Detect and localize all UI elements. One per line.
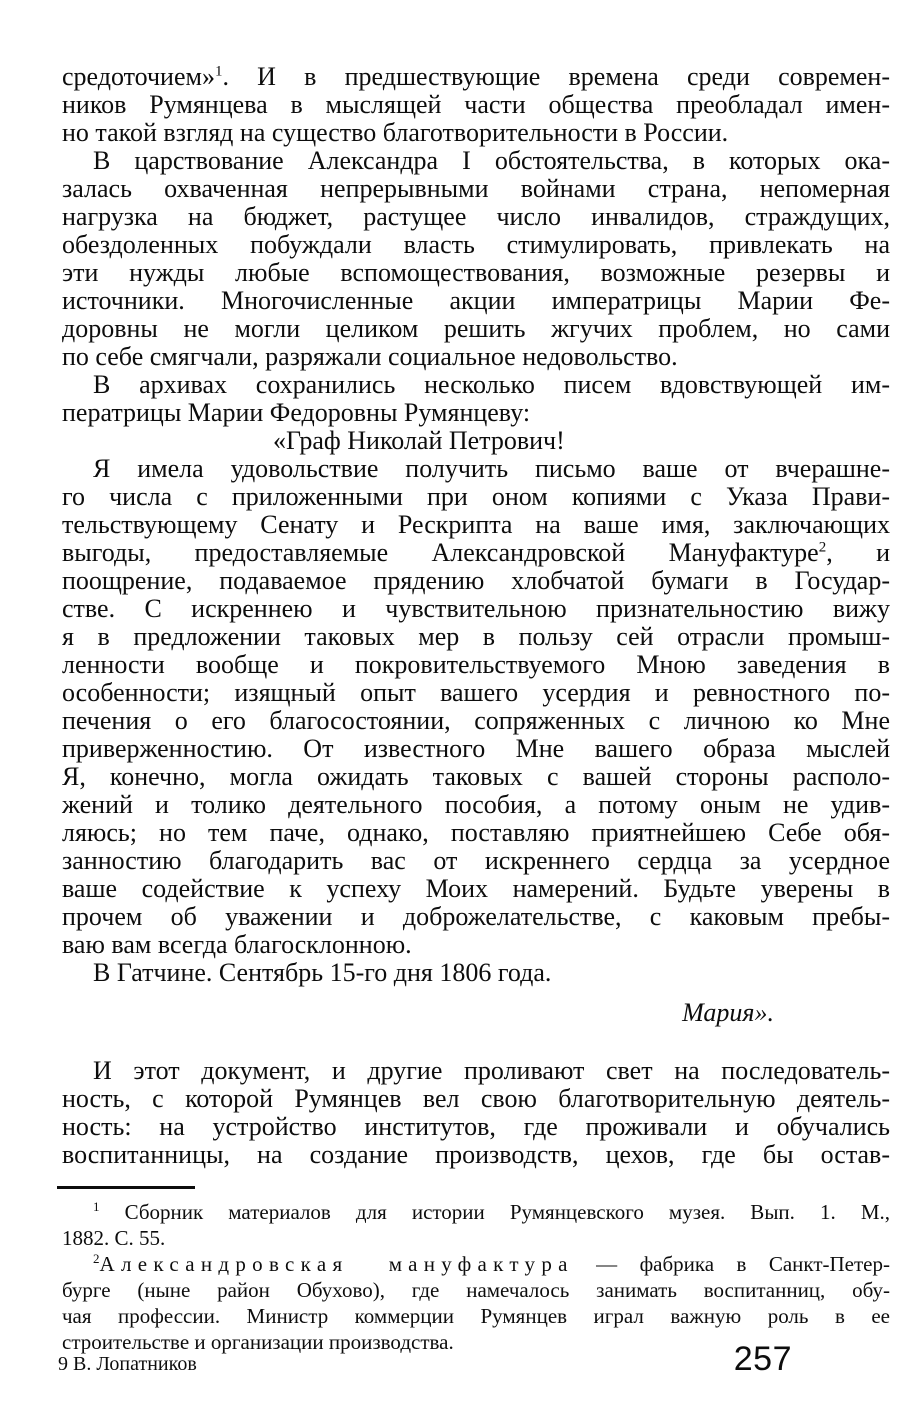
text-segment: . И в предшествующие времена среди современ- — [222, 62, 890, 91]
text-line: эти нужды любые вспомоществования, возможные резервы и — [62, 258, 890, 287]
text-line: Я имела удовольствие получить письмо ваше от вчерашне- — [93, 454, 890, 483]
text-line: источники. Многочисленные акции императрицы Марии Фе- — [62, 286, 890, 315]
footnote-line: бурге (ныне район Обухово), где намечалось занимать воспитанниц, обу- — [62, 1278, 890, 1302]
printer-signature: 9 В. Лопатников — [58, 1353, 197, 1375]
letter-salutation: «Граф Николай Петрович! — [273, 426, 565, 455]
footnote-line: строительстве и организации производства. — [62, 1330, 454, 1354]
text-line: обездоленных побуждали власть стимулировать, привлекать на — [62, 230, 890, 259]
text-line: но такой взгляд на существо благотворительности в России. — [62, 118, 729, 147]
text-line: приверженностию. От известного Мне вашего образа мыслей — [62, 734, 890, 763]
text-line: го числа с приложенными при оном копиями с Указа Прави- — [62, 482, 890, 511]
term-letterspaced: Александровская мануфактура — [99, 1252, 574, 1276]
footnote-line — [62, 1199, 890, 1225]
text-segment: , и — [826, 538, 890, 567]
text-line — [62, 539, 890, 567]
text-segment: Сборник материалов для истории Румянцевского музея. Вып. 1. М., — [99, 1200, 890, 1224]
page-text-block — [62, 63, 890, 1169]
text-line: особенности; изящный опыт вашего усердия и ревностного по- — [62, 678, 890, 707]
text-line: залась охваченная непрерывными войнами страна, непомерная — [62, 174, 890, 203]
footnote-line: 1882. С. 55. — [62, 1226, 166, 1250]
text-line: жений и толико деятельного пособия, а потому оным не удив- — [62, 790, 890, 819]
text-line: ляюсь; но тем паче, однако, поставляю приятнейшею Себе обя- — [62, 818, 890, 847]
footnote-line: чая профессии. Министр коммерции Румянцев играл важную роль в ее — [62, 1304, 890, 1328]
footnotes-block — [62, 1199, 890, 1355]
text-line: воспитанницы, на создание производств, цехов, где бы остав- — [62, 1140, 890, 1169]
text-line: тельствующему Сенату и Рескрипта на ваше имя, заключающих — [62, 510, 890, 539]
text-line: В архивах сохранились несколько писем вдовствующей им- — [93, 370, 890, 399]
text-line: Я, конечно, могла ожидать таковых с вашей стороны располо- — [62, 762, 890, 791]
text-line: стве. С искреннею и чувствительною признательностию вижу — [62, 594, 890, 623]
text-line: доровны не могли целиком решить жгучих проблем, но сами — [62, 314, 890, 343]
text-line: ператрицы Марии Федоровны Румянцеву: — [62, 398, 531, 427]
letter-signature: Мария». — [682, 998, 774, 1027]
footnote-marker-1: 1 — [93, 1199, 100, 1214]
text-line: ников Румянцева в мыслящей части общества преобладал имен- — [62, 90, 890, 119]
page-number: 257 — [733, 1340, 792, 1378]
text-line: В царствование Александра I обстоятельства, в которых ока- — [93, 146, 890, 175]
text-line: я в предложении таковых мер в пользу сей отрасли промыш- — [62, 622, 890, 651]
text-segment: выгоды, предоставляемые Александровской Мануфактуре — [62, 538, 819, 567]
footnote-separator — [57, 1186, 195, 1189]
text-segment: средоточием» — [62, 62, 215, 91]
text-line: И этот документ, и другие проливают свет на последователь- — [93, 1056, 890, 1085]
footnote-ref-2: 2 — [818, 539, 827, 556]
text-line: нагрузка на бюджет, растущее число инвалидов, страждущих, — [62, 202, 890, 231]
footnote-line — [62, 1251, 890, 1277]
text-line: ность: на устройство институтов, где проживали и обучались — [62, 1112, 890, 1141]
text-line: ваю вам всегда благосклонною. — [62, 930, 412, 959]
text-line: прочем об уважении и доброжелательстве, с каковым пребы- — [62, 902, 890, 931]
text-line — [62, 63, 890, 91]
text-line: ленности вообще и покровительствуемого Мною заведения в — [62, 650, 890, 679]
footnote-ref-1: 1 — [214, 63, 223, 80]
text-line: печения о его благосостоянии, сопряженных с личною ко Мне — [62, 706, 890, 735]
text-line: по себе смягчали, разряжали социальное недовольство. — [62, 342, 678, 371]
text-segment: — фабрика в Санкт-Петер- — [573, 1252, 890, 1276]
text-line: занностию благодарить вас от искреннего сердца за усердное — [62, 846, 890, 875]
footnote-marker-2: 2 — [93, 1251, 100, 1266]
letter-dateline: В Гатчине. Сентябрь 15-го дня 1806 года. — [93, 958, 552, 987]
text-line: ность, с которой Румянцев вел свою благотворительную деятель- — [62, 1084, 890, 1113]
text-line: поощрение, подаваемое прядению хлобчатой бумаги в Государ- — [62, 566, 890, 595]
text-line: ваше содействие к успеху Моих намерений. Будьте уверены в — [62, 874, 890, 903]
